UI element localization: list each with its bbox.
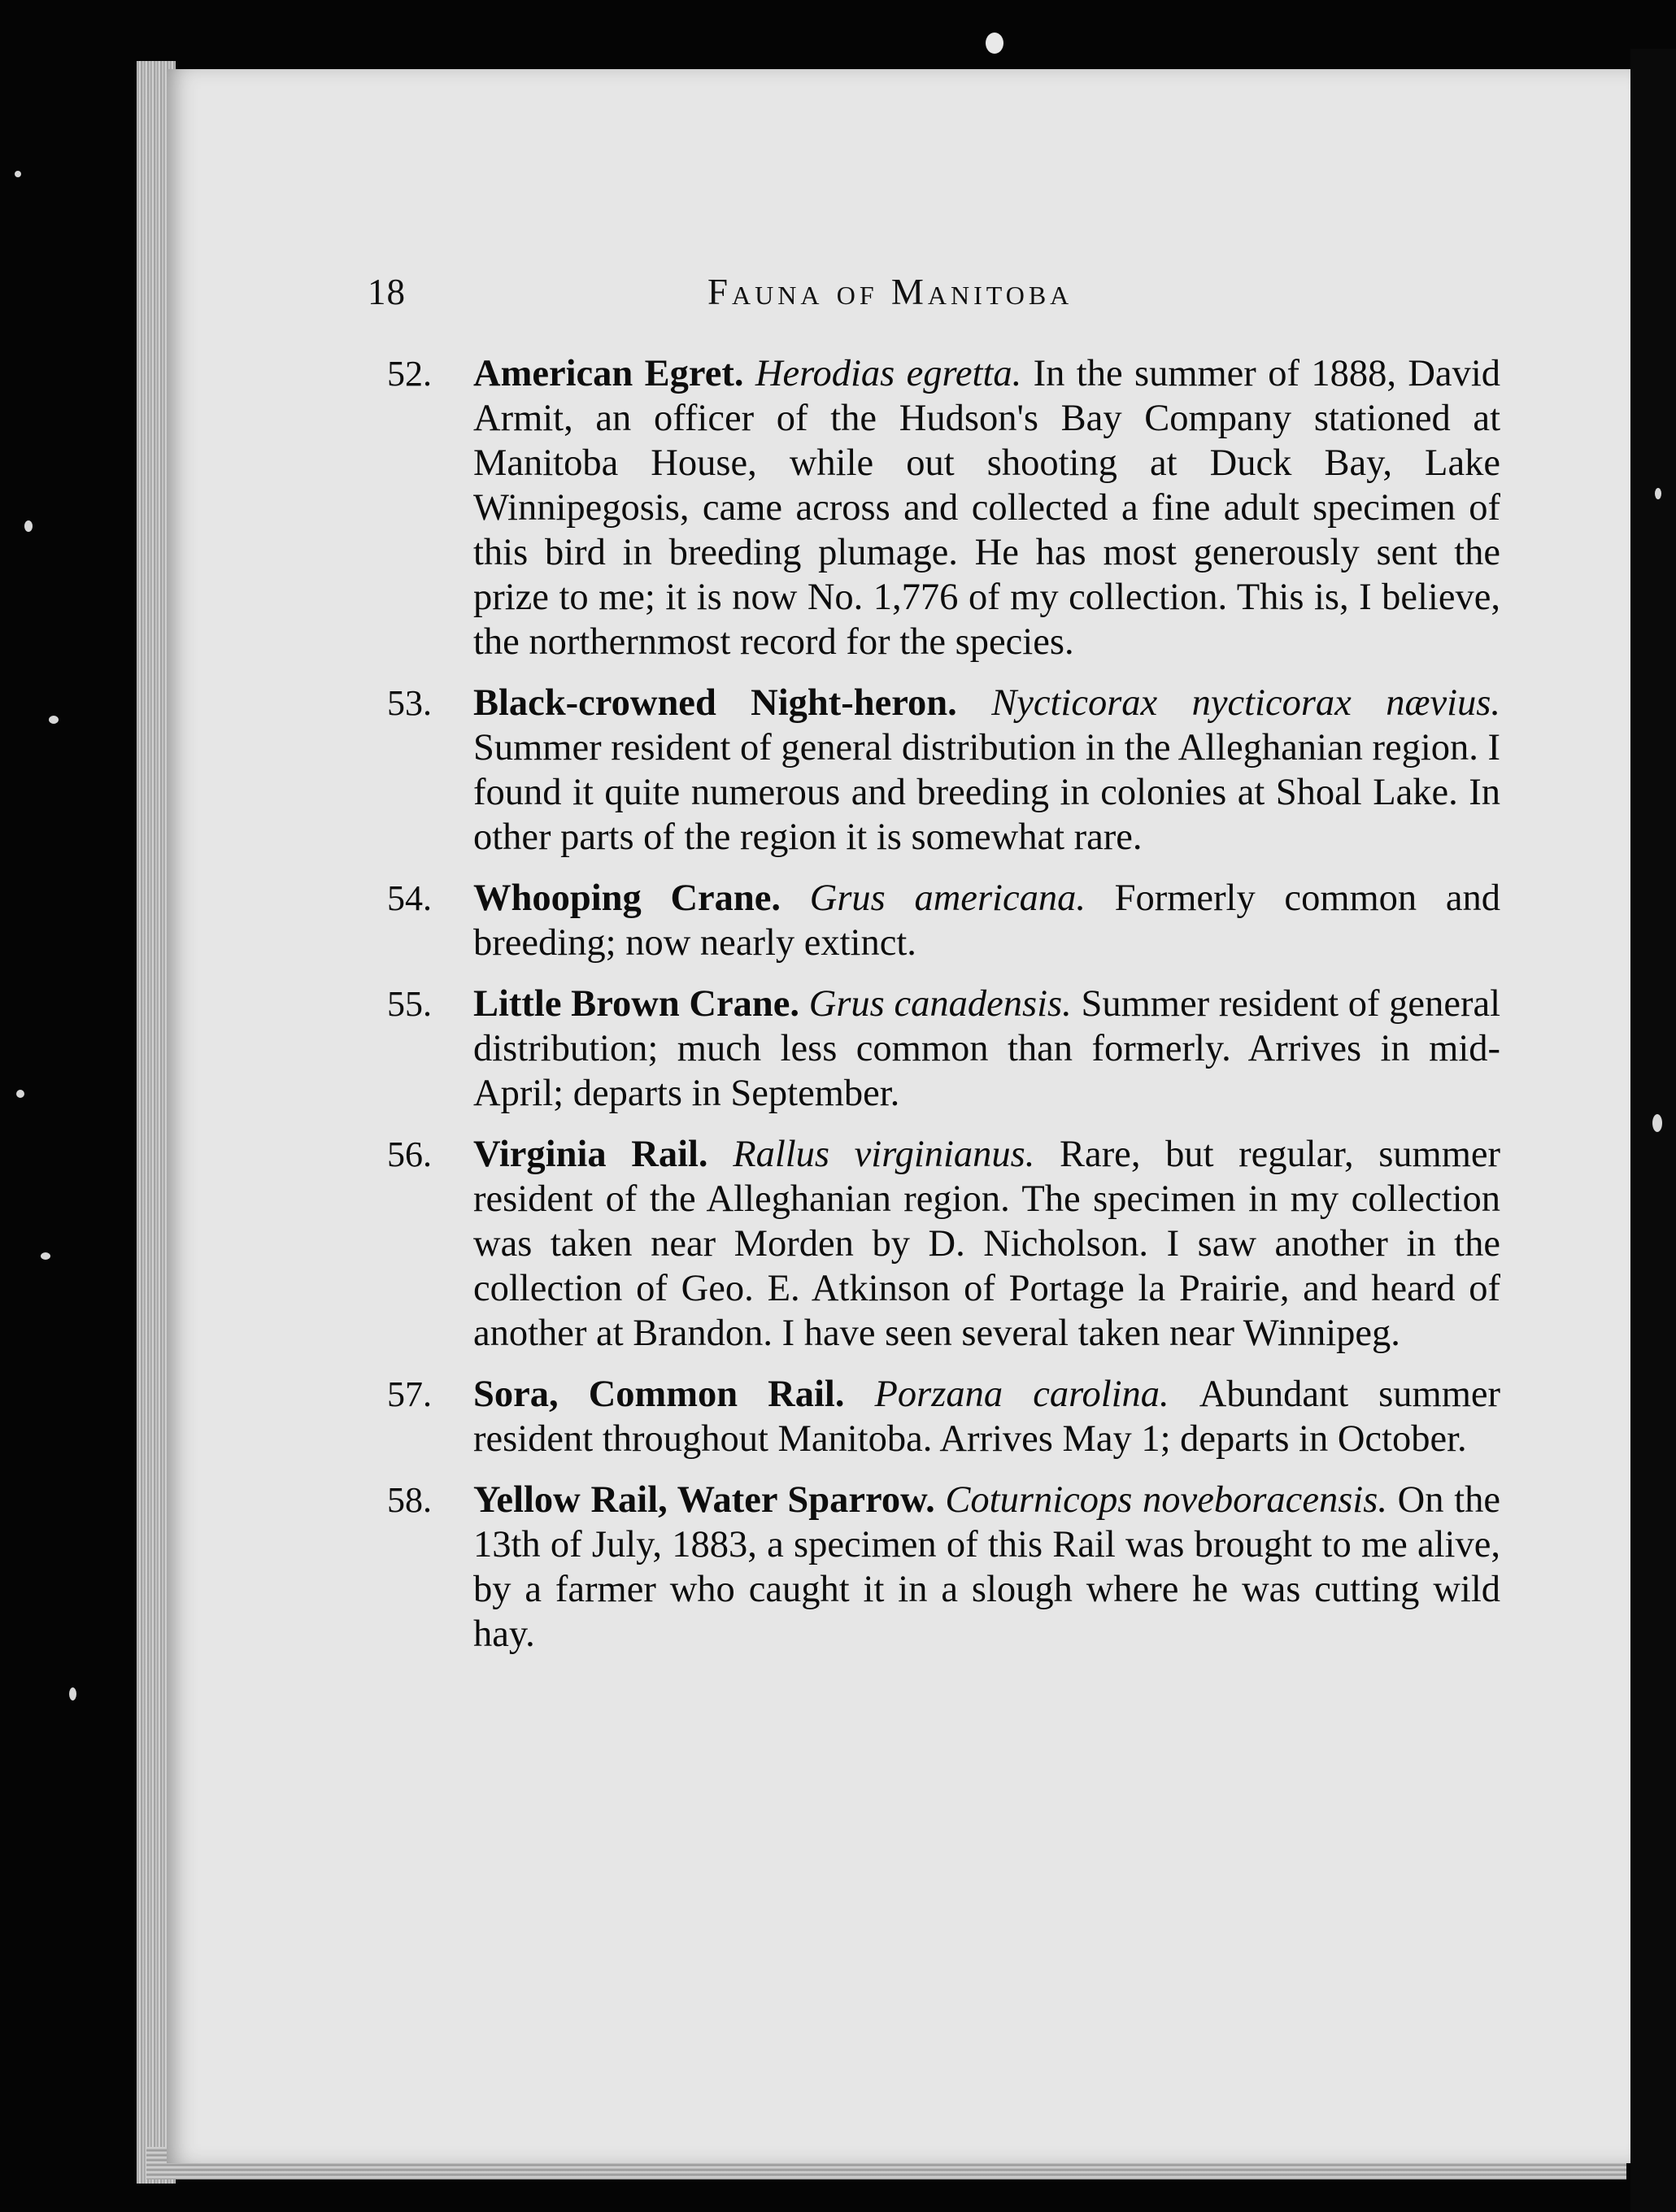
scan-speck (1655, 488, 1661, 499)
scan-border-right (1630, 49, 1676, 2212)
page-title: Fauna of Manitoba (707, 272, 1073, 312)
entry-text: In the summer of 1888, David Armit, an officer of the Hudson's Bay Company stationed at Manitoba House, while out shooting at Duck Bay, Lake Winnipegosis, came across and collected a fine adult specimen of this bird in breeding plumage. He has most generously sent the prize to me; it is now No. 1,776 of my collection. This is, I believe, the northernmost record for the species. (473, 353, 1500, 663)
scan-speck (49, 716, 59, 724)
scientific-name: Porzana carolina. (874, 1374, 1199, 1415)
species-entry (382, 1132, 1500, 1356)
species-entry (382, 681, 1500, 860)
common-name: Yellow Rail, Water Sparrow. (473, 1479, 946, 1521)
species-entry (382, 1372, 1500, 1461)
scientific-name: Herodias egretta. (755, 353, 1034, 394)
entry-text: Abundant summer resident throughout Manitoba. Arrives May 1; departs in October. (473, 1374, 1500, 1460)
scan-speck (41, 1252, 50, 1260)
entry-number: 52. (387, 354, 432, 394)
page-number: 18 (368, 272, 406, 312)
scan-speck (15, 171, 21, 177)
entry-text: Formerly common and breeding; now nearly extinct. (473, 877, 1500, 964)
species-entry (382, 351, 1500, 664)
common-name: Virginia Rail. (473, 1134, 734, 1175)
scan-spot (986, 33, 1003, 54)
common-name: Sora, Common Rail. (473, 1374, 875, 1415)
species-list (382, 351, 1500, 1673)
common-name: American Egret. (473, 353, 755, 394)
scientific-name: Coturnicops noveboracensis. (945, 1479, 1398, 1521)
species-entry (382, 1478, 1500, 1657)
scientific-name: Rallus virginianus. (733, 1134, 1060, 1175)
species-entry (382, 982, 1500, 1116)
common-name: Black-crowned Night-heron. (473, 682, 992, 724)
running-head (358, 271, 1594, 320)
entry-number: 57. (387, 1374, 432, 1414)
common-name: Whooping Crane. (473, 877, 810, 919)
entry-number: 53. (387, 683, 432, 723)
entry-text: On the 13th of July, 1883, a specimen of this Rail was brought to me alive, by a farmer who caught it in a slough where he was cutting wild hay. (473, 1479, 1500, 1655)
entry-text: Summer resident of general distribution in the Alleghanian region. I found it quite numerous and breeding in colonies at Shoal Lake. In other parts of the region it is somewhat rare. (473, 727, 1500, 858)
entry-number: 58. (387, 1480, 432, 1520)
scan-speck (69, 1687, 76, 1700)
scientific-name: Nycticorax nycticorax nævius. (991, 682, 1500, 724)
scientific-name: Grus canadensis. (808, 983, 1082, 1025)
entry-number: 54. (387, 878, 432, 918)
entry-text: Summer resident of general distribution; much less common than formerly. Arrives in mid-April; departs in September. (473, 983, 1500, 1114)
scientific-name: Grus americana. (809, 877, 1115, 919)
scan-speck (16, 1090, 24, 1098)
entry-number: 55. (387, 984, 432, 1024)
entry-number: 56. (387, 1134, 432, 1174)
scan-speck (24, 520, 33, 532)
species-entry (382, 876, 1500, 965)
scan-speck (1652, 1114, 1662, 1132)
entry-text: Rare, but regular, summer resident of the Alleghanian region. The specimen in my collection was taken near Morden by D. Nicholson. I saw another in the collection of Geo. E. Atkinson of Portage la Prairie, and heard of another at Brandon. I have seen several taken near Winnipeg. (473, 1134, 1501, 1354)
common-name: Little Brown Crane. (473, 983, 809, 1025)
